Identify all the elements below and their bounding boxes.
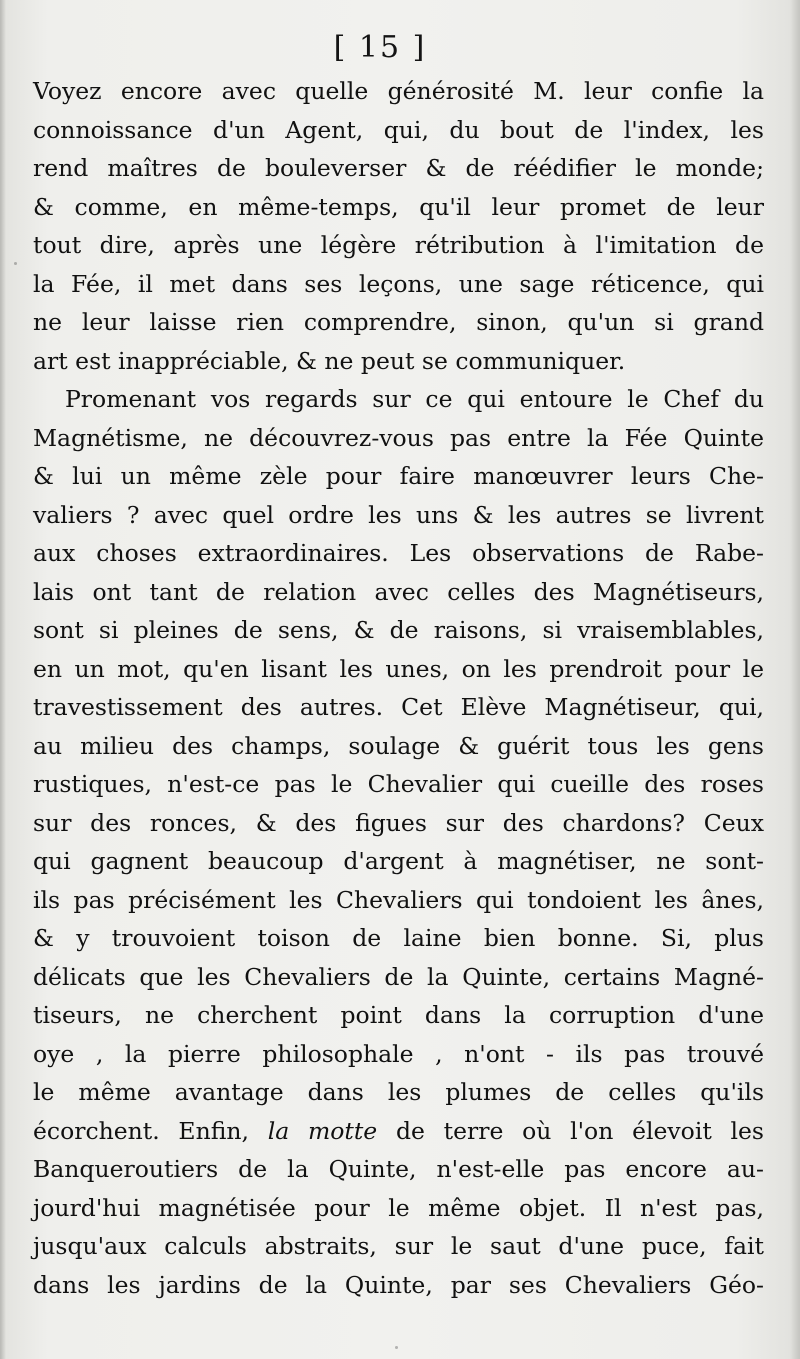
text-line: qui gagnent beaucoup d'argent à magnétiser, ne sont- xyxy=(33,847,764,875)
text-line: & y trouvoient toison de laine bien bonne. Si, plus xyxy=(33,924,764,952)
italic-phrase: la motte xyxy=(267,1116,378,1145)
text-line: connoissance d'un Agent, qui, du bout de l'index, les xyxy=(33,115,764,144)
text-line: la Fée, il met dans ses leçons, une sage réticence, qui xyxy=(33,269,764,298)
text-line: aux choses extraordinaires. Les observations de Rabe- xyxy=(33,539,764,567)
text-line: Promenant vos regards sur ce qui entoure le Chef du xyxy=(65,385,764,413)
text-line: le même avantage dans les plumes de celles qu'ils xyxy=(33,1078,764,1106)
text-line: art est inappréciable, & ne peut se communiquer. xyxy=(33,346,626,375)
text-line: en un mot, qu'en lisant les unes, on les prendroit pour le xyxy=(33,654,764,683)
text-line: jusqu'aux calculs abstraits, sur le saut d'une puce, fait xyxy=(33,1232,764,1260)
text-line: jourd'hui magnétisée pour le même objet. Il n'est pas, xyxy=(33,1193,764,1222)
page-shadow-left xyxy=(0,0,6,1359)
text-line: Banqueroutiers de la Quinte, n'est-elle pas encore au- xyxy=(33,1155,764,1183)
page-shadow-right xyxy=(790,0,800,1359)
text-line: au milieu des champs, soulage & guérit tous les gens xyxy=(33,731,764,760)
text-line: sur des ronces, & des figues sur des chardons? Ceux xyxy=(33,808,764,837)
text-segment: de terre où l'on élevoit les xyxy=(377,1116,764,1145)
text-line: ils pas précisément les Chevaliers qui tondoient les ânes, xyxy=(33,885,764,914)
text-line: Voyez encore avec quelle générosité M. leur confie la xyxy=(33,77,764,105)
text-line: tiseurs, ne cherchent point dans la corruption d'une xyxy=(33,1001,764,1029)
text-line: rustiques, n'est-ce pas le Chevalier qui cueille des roses xyxy=(33,770,764,798)
text-line: dans les jardins de la Quinte, par ses Chevaliers Géo- xyxy=(33,1270,764,1299)
page-number: [ 15 ] xyxy=(333,30,427,65)
text-line: & comme, en même-temps, qu'il leur promet de leur xyxy=(33,192,764,221)
text-line: oye , la pierre philosophale , n'ont - ils pas trouvé xyxy=(33,1039,764,1068)
text-line: ne leur laisse rien comprendre, sinon, qu'un si grand xyxy=(33,308,764,336)
paper-speck xyxy=(14,262,17,265)
text-line: tout dire, après une légère rétribution à l'imitation de xyxy=(33,231,764,259)
text-line: valiers ? avec quel ordre les uns & les autres se livrent xyxy=(33,500,764,529)
paper-speck xyxy=(395,1346,398,1349)
text-line: lais ont tant de relation avec celles des Magnétiseurs, xyxy=(33,577,764,606)
body-text xyxy=(33,72,764,1304)
text-line: délicats que les Chevaliers de la Quinte, certains Magné- xyxy=(33,962,764,991)
text-line: rend maîtres de bouleverser & de réédifier le monde; xyxy=(33,154,764,182)
text-line: Magnétisme, ne découvrez-vous pas entre la Fée Quinte xyxy=(33,423,764,452)
text-line-with-italic xyxy=(33,1112,764,1151)
text-line: & lui un même zèle pour faire manœuvrer leurs Che- xyxy=(33,462,764,490)
text-line: travestissement des autres. Cet Elève Magnétiseur, qui, xyxy=(33,693,764,721)
text-line: sont si pleines de sens, & de raisons, si vraisemblables, xyxy=(33,616,764,644)
text-segment: écorchent. Enfin, xyxy=(33,1116,268,1145)
